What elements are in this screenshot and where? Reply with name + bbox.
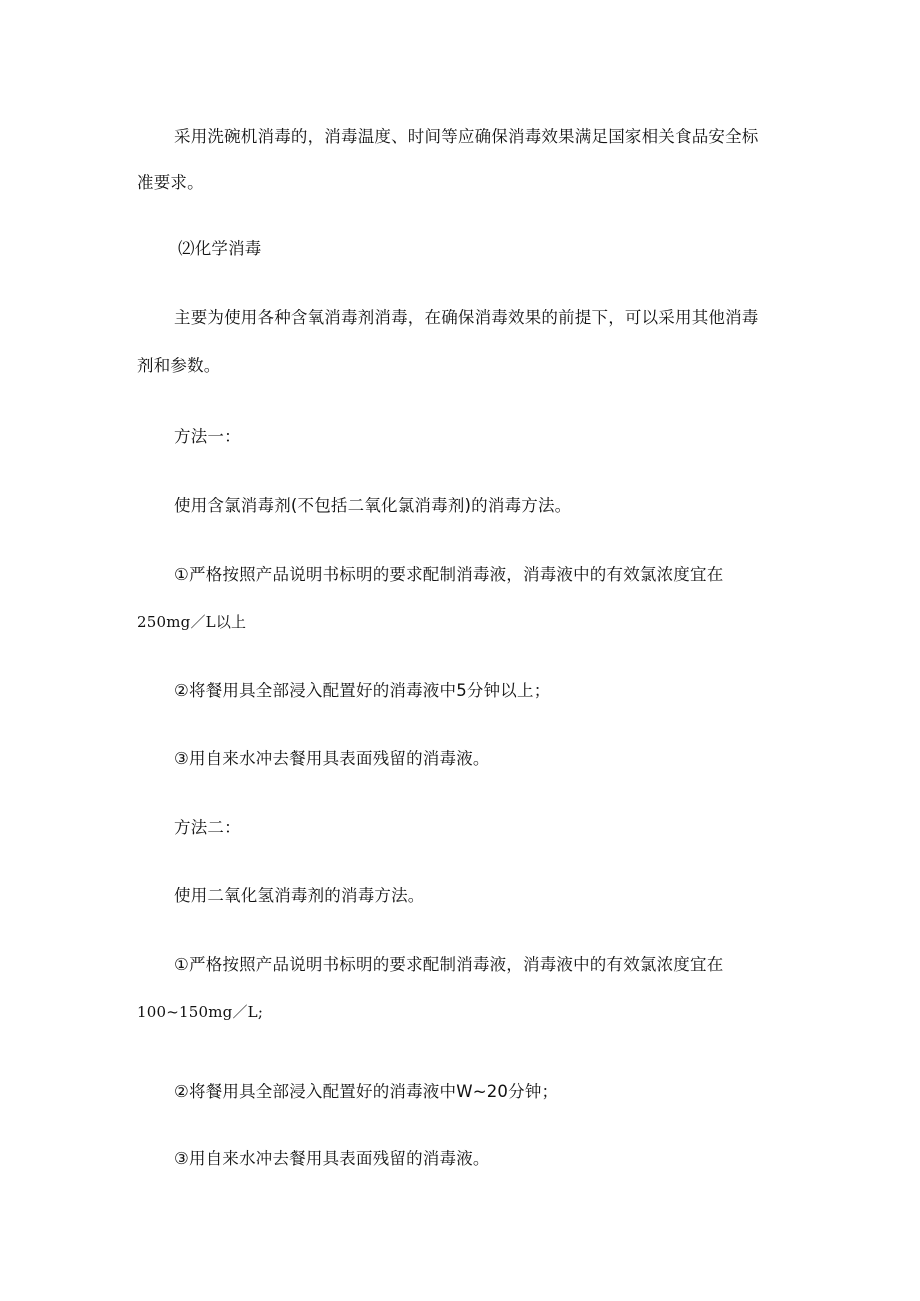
method-one-step-2: ②将餐用具全部浸入配置好的消毒液中5分钟以上；	[174, 681, 551, 700]
method-two-heading: 方法二：	[174, 818, 241, 837]
method-one-step-3: ③用自来水冲去餐用具表面残留的消毒液。	[174, 749, 490, 768]
paragraph-dishwasher-line-2: 准要求。	[137, 173, 204, 192]
paragraph-chemical-line-1: 主要为使用各种含氧消毒剂消毒，在确保消毒效果的前提下，可以采用其他消毒	[174, 308, 759, 327]
paragraph-chemical-line-2: 剂和参数。	[137, 356, 221, 375]
method-two-step-1-line-1: ①严格按照产品说明书标明的要求配制消毒液，消毒液中的有效氯浓度宜在	[174, 955, 724, 974]
method-two-step-3: ③用自来水冲去餐用具表面残留的消毒液。	[174, 1149, 490, 1168]
paragraph-dishwasher-line-1: 采用洗碗机消毒的，消毒温度、时间等应确保消毒效果满足国家相关食品安全标	[174, 127, 759, 146]
method-one-step-1-line-1: ①严格按照产品说明书标明的要求配制消毒液，消毒液中的有效氯浓度宜在	[174, 565, 724, 584]
method-two-description: 使用二氧化氢消毒剂的消毒方法。	[174, 886, 425, 905]
method-two-step-1-line-2: 100~150mg／L;	[137, 1003, 264, 1021]
method-two-step-2: ②将餐用具全部浸入配置好的消毒液中W~20分钟；	[174, 1082, 559, 1101]
method-one-heading: 方法一：	[174, 427, 241, 446]
section-heading-chemical-disinfection: ⑵化学消毒	[178, 239, 262, 258]
method-one-step-1-line-2: 250mg／L以上	[137, 613, 247, 631]
method-one-description: 使用含氯消毒剂(不包括二氧化氯消毒剂)的消毒方法。	[174, 496, 572, 515]
